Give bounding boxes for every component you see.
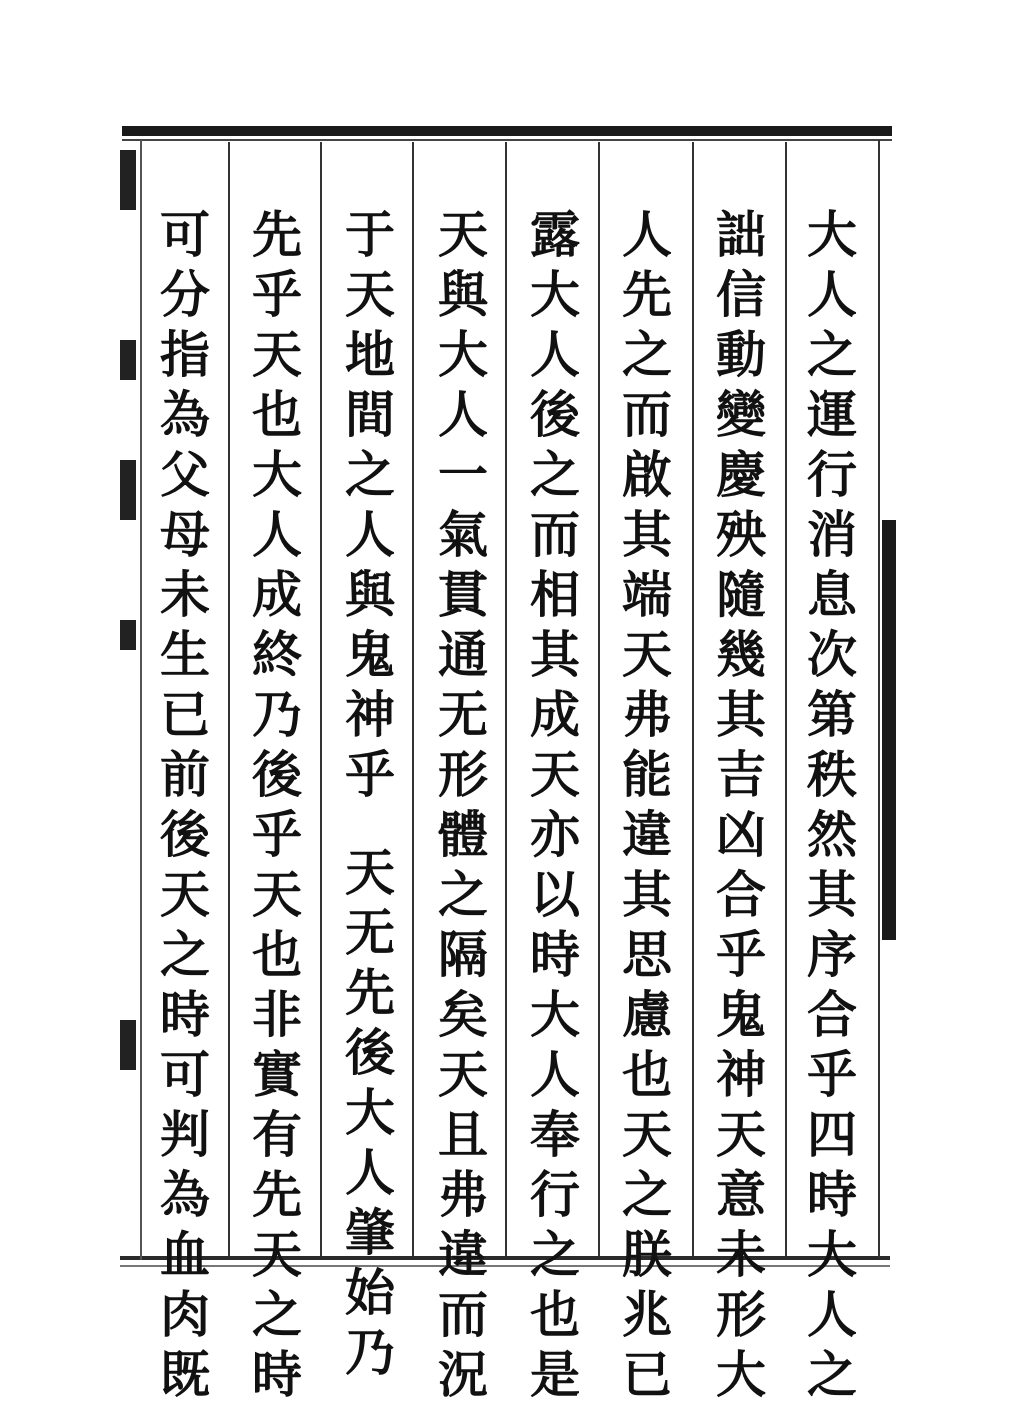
character: 相 (530, 565, 580, 624)
character: 時 (807, 1165, 857, 1224)
column-text (525, 205, 585, 1405)
character: 亦 (530, 805, 580, 864)
character: 乎 (807, 1045, 857, 1104)
character: 時 (530, 925, 580, 984)
character: 指 (160, 325, 210, 384)
character: 之 (622, 325, 672, 384)
column-divider (228, 142, 230, 1256)
character: 天 (622, 1105, 672, 1164)
character: 大 (807, 205, 857, 264)
character: 之 (530, 1225, 580, 1284)
character: 神 (716, 1045, 766, 1104)
character: 違 (438, 1225, 488, 1284)
character: 吉 (716, 745, 766, 804)
character: 弗 (438, 1165, 488, 1224)
character: 奉 (530, 1105, 580, 1164)
character: 天 (622, 625, 672, 684)
character: 體 (438, 805, 488, 864)
character: 其 (807, 865, 857, 924)
column-text-continued (340, 843, 400, 1383)
character: 且 (438, 1105, 488, 1164)
character: 合 (716, 865, 766, 924)
character: 終 (252, 625, 302, 684)
character: 秩 (807, 745, 857, 804)
character: 行 (807, 445, 857, 504)
character: 乎 (345, 745, 395, 804)
character: 大 (345, 1083, 395, 1142)
spine-mark (120, 150, 136, 210)
character: 況 (438, 1345, 488, 1404)
character: 血 (160, 1225, 210, 1284)
character: 天 (716, 1105, 766, 1164)
character: 兆 (622, 1285, 672, 1344)
character: 乎 (252, 265, 302, 324)
character: 天 (530, 745, 580, 804)
character: 乎 (716, 925, 766, 984)
character: 後 (530, 385, 580, 444)
character: 一 (438, 445, 488, 504)
character: 之 (160, 925, 210, 984)
character: 消 (807, 505, 857, 564)
character: 而 (622, 385, 672, 444)
character: 也 (252, 385, 302, 444)
character: 違 (622, 805, 672, 864)
character: 未 (716, 1225, 766, 1284)
character: 之 (807, 325, 857, 384)
character: 人 (345, 1143, 395, 1202)
character: 鬼 (716, 985, 766, 1044)
character: 弗 (622, 685, 672, 744)
character: 人 (345, 505, 395, 564)
character: 可 (160, 205, 210, 264)
character: 意 (716, 1165, 766, 1224)
character: 端 (622, 565, 672, 624)
character: 信 (716, 265, 766, 324)
text-column (612, 205, 682, 1405)
character: 其 (530, 625, 580, 684)
character: 天 (252, 1225, 302, 1284)
text-column (150, 205, 220, 1405)
right-border (878, 140, 880, 1258)
column-text (155, 205, 215, 1405)
character: 先 (252, 1165, 302, 1224)
column-text (247, 205, 307, 1405)
character: 為 (160, 1165, 210, 1224)
character: 天 (438, 1045, 488, 1104)
character: 而 (530, 505, 580, 564)
character: 隨 (716, 565, 766, 624)
character: 朕 (622, 1225, 672, 1284)
character: 動 (716, 325, 766, 384)
character: 人 (438, 385, 488, 444)
character: 詘 (716, 205, 766, 264)
character: 既 (160, 1345, 210, 1404)
character: 始 (345, 1263, 395, 1322)
spine-mark (120, 340, 136, 380)
character: 大 (716, 1345, 766, 1404)
character: 隔 (438, 925, 488, 984)
character: 四 (807, 1105, 857, 1164)
character: 先 (252, 205, 302, 264)
character: 運 (807, 385, 857, 444)
character: 也 (530, 1285, 580, 1344)
character: 乎 (252, 805, 302, 864)
character: 行 (530, 1165, 580, 1224)
character: 也 (622, 1045, 672, 1104)
book-spine-edge (118, 140, 142, 1260)
character: 凶 (716, 805, 766, 864)
spine-mark (120, 460, 136, 520)
character: 分 (160, 265, 210, 324)
top-border (122, 126, 892, 136)
character: 然 (807, 805, 857, 864)
character: 天 (160, 865, 210, 924)
character: 人 (807, 265, 857, 324)
character: 成 (530, 685, 580, 744)
character: 大 (438, 325, 488, 384)
character: 後 (345, 1023, 395, 1082)
character: 成 (252, 565, 302, 624)
binding-mark (882, 520, 896, 940)
character: 大 (530, 985, 580, 1044)
character: 之 (807, 1345, 857, 1404)
character: 也 (252, 925, 302, 984)
top-border-inner (122, 139, 892, 141)
character: 時 (160, 985, 210, 1044)
text-column (335, 205, 405, 1383)
character: 露 (530, 205, 580, 264)
character: 為 (160, 385, 210, 444)
character: 无 (438, 685, 488, 744)
column-text (340, 205, 400, 805)
character: 乃 (345, 1323, 395, 1382)
character: 乃 (252, 685, 302, 744)
character: 之 (252, 1285, 302, 1344)
character: 殃 (716, 505, 766, 564)
character: 非 (252, 985, 302, 1044)
column-divider (785, 142, 787, 1256)
character: 思 (622, 925, 672, 984)
character: 形 (716, 1285, 766, 1344)
character: 第 (807, 685, 857, 744)
character: 肇 (345, 1203, 395, 1262)
column-divider (692, 142, 694, 1256)
character: 實 (252, 1045, 302, 1104)
character: 母 (160, 505, 210, 564)
column-text (433, 205, 493, 1405)
character: 貫 (438, 565, 488, 624)
character: 先 (622, 265, 672, 324)
character: 與 (345, 565, 395, 624)
character: 之 (438, 865, 488, 924)
character: 其 (622, 865, 672, 924)
character: 幾 (716, 625, 766, 684)
text-column (706, 205, 776, 1405)
character: 未 (160, 565, 210, 624)
column-text (617, 205, 677, 1405)
character: 後 (160, 805, 210, 864)
character: 啟 (622, 445, 672, 504)
character: 序 (807, 925, 857, 984)
column-divider (320, 142, 322, 1256)
character: 形 (438, 745, 488, 804)
character: 慮 (622, 985, 672, 1044)
character: 天 (345, 265, 395, 324)
character: 先 (345, 963, 395, 1022)
column-divider (598, 142, 600, 1256)
character: 已 (160, 685, 210, 744)
character: 大 (530, 265, 580, 324)
character: 有 (252, 1105, 302, 1164)
text-column (242, 205, 312, 1405)
column-divider (505, 142, 507, 1256)
character: 人 (530, 325, 580, 384)
text-column (520, 205, 590, 1405)
character: 神 (345, 685, 395, 744)
character: 人 (807, 1285, 857, 1344)
character: 其 (716, 685, 766, 744)
character: 而 (438, 1285, 488, 1344)
character: 變 (716, 385, 766, 444)
character: 天 (438, 205, 488, 264)
character: 之 (622, 1165, 672, 1224)
character: 矣 (438, 985, 488, 1044)
character: 无 (345, 903, 395, 962)
character: 之 (530, 445, 580, 504)
character: 慶 (716, 445, 766, 504)
character: 間 (345, 385, 395, 444)
spine-mark (120, 1020, 136, 1070)
spine-mark (120, 620, 136, 650)
character: 後 (252, 745, 302, 804)
column-text (802, 205, 862, 1405)
character: 于 (345, 205, 395, 264)
character: 天 (345, 843, 395, 902)
character: 與 (438, 265, 488, 324)
character: 大 (252, 445, 302, 504)
column-text (711, 205, 771, 1405)
column-divider (412, 142, 414, 1256)
character: 人 (530, 1045, 580, 1104)
character: 氣 (438, 505, 488, 564)
character: 鬼 (345, 625, 395, 684)
character: 時 (252, 1345, 302, 1404)
text-column (797, 205, 867, 1405)
character: 之 (345, 445, 395, 504)
character: 通 (438, 625, 488, 684)
character: 大 (807, 1225, 857, 1284)
character: 人 (622, 205, 672, 264)
text-column (428, 205, 498, 1405)
character: 能 (622, 745, 672, 804)
character: 天 (252, 325, 302, 384)
character: 父 (160, 445, 210, 504)
character: 已 (622, 1345, 672, 1404)
character: 是 (530, 1345, 580, 1404)
character: 合 (807, 985, 857, 1044)
character: 以 (530, 865, 580, 924)
character: 可 (160, 1045, 210, 1104)
character: 人 (252, 505, 302, 564)
character: 次 (807, 625, 857, 684)
character: 前 (160, 745, 210, 804)
character: 地 (345, 325, 395, 384)
character: 生 (160, 625, 210, 684)
character: 息 (807, 565, 857, 624)
character: 其 (622, 505, 672, 564)
character: 天 (252, 865, 302, 924)
character: 判 (160, 1105, 210, 1164)
character: 肉 (160, 1285, 210, 1344)
